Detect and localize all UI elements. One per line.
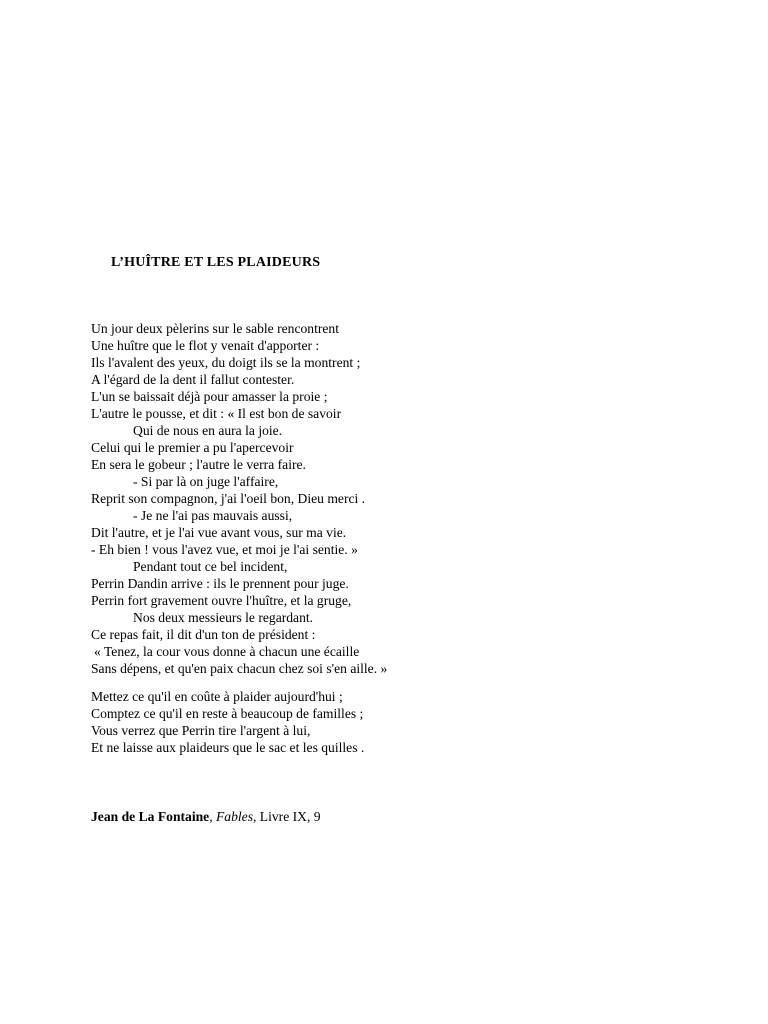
poem-line: Sans dépens, et qu'en paix chacun chez soi s'en aille. » [91, 661, 388, 676]
poem-line: Nos deux messieurs le regardant. [133, 610, 314, 625]
poem-line: Une huître que le flot y venait d'apporter : [91, 338, 320, 353]
poem-line: Ils l'avalent des yeux, du doigt ils se la montrent ; [91, 355, 361, 370]
poem-line: - Eh bien ! vous l'avez vue, et moi je l'ai sentie. » [91, 542, 358, 557]
poem-line: - Je ne l'ai pas mauvais aussi, [133, 508, 293, 523]
stanza-1 [91, 320, 387, 677]
poem-line: Vous verrez que Perrin tire l'argent à lui, [91, 723, 311, 738]
attribution [91, 808, 321, 825]
poem-line: Mettez ce qu'il en coûte à plaider aujourd'hui ; [91, 689, 343, 704]
work-reference: , Livre IX, 9 [253, 809, 321, 824]
poem-line: Pendant tout ce bel incident, [133, 559, 288, 574]
stanza-2 [91, 688, 364, 756]
poem-line: A l'égard de la dent il fallut contester. [91, 372, 295, 387]
poem-line: En sera le gobeur ; l'autre le verra faire. [91, 457, 306, 472]
attribution-separator: , [209, 809, 216, 824]
poem-line: « Tenez, la cour vous donne à chacun une écaille [94, 644, 360, 659]
poem-line: L'autre le pousse, et dit : « Il est bon de savoir [91, 406, 342, 421]
poem-line: Dit l'autre, et je l'ai vue avant vous, sur ma vie. [91, 525, 347, 540]
poem-line: - Si par là on juge l'affaire, [133, 474, 279, 489]
poem-line: Un jour deux pèlerins sur le sable rencontrent [91, 321, 340, 336]
poem-line: L'un se baissait déjà pour amasser la proie ; [91, 389, 328, 404]
poem-line: Comptez ce qu'il en reste à beaucoup de familles ; [91, 706, 364, 721]
work-title: Fables [216, 809, 253, 824]
poem-title: L’HUÎTRE ET LES PLAIDEURS [111, 255, 321, 270]
poem-line: Celui qui le premier a pu l'apercevoir [91, 440, 294, 455]
poem-line: Qui de nous en aura la joie. [133, 423, 283, 438]
poem-line: Reprit son compagnon, j'ai l'oeil bon, Dieu merci . [91, 491, 366, 506]
author-name: Jean de La Fontaine [91, 809, 210, 824]
poem-line: Perrin Dandin arrive : ils le prennent pour juge. [91, 576, 349, 591]
poem-line: Et ne laisse aux plaideurs que le sac et les quilles . [91, 740, 365, 755]
poem-line: Perrin fort gravement ouvre l'huître, et la gruge, [91, 593, 352, 608]
poem-line: Ce repas fait, il dit d'un ton de président : [91, 627, 316, 642]
